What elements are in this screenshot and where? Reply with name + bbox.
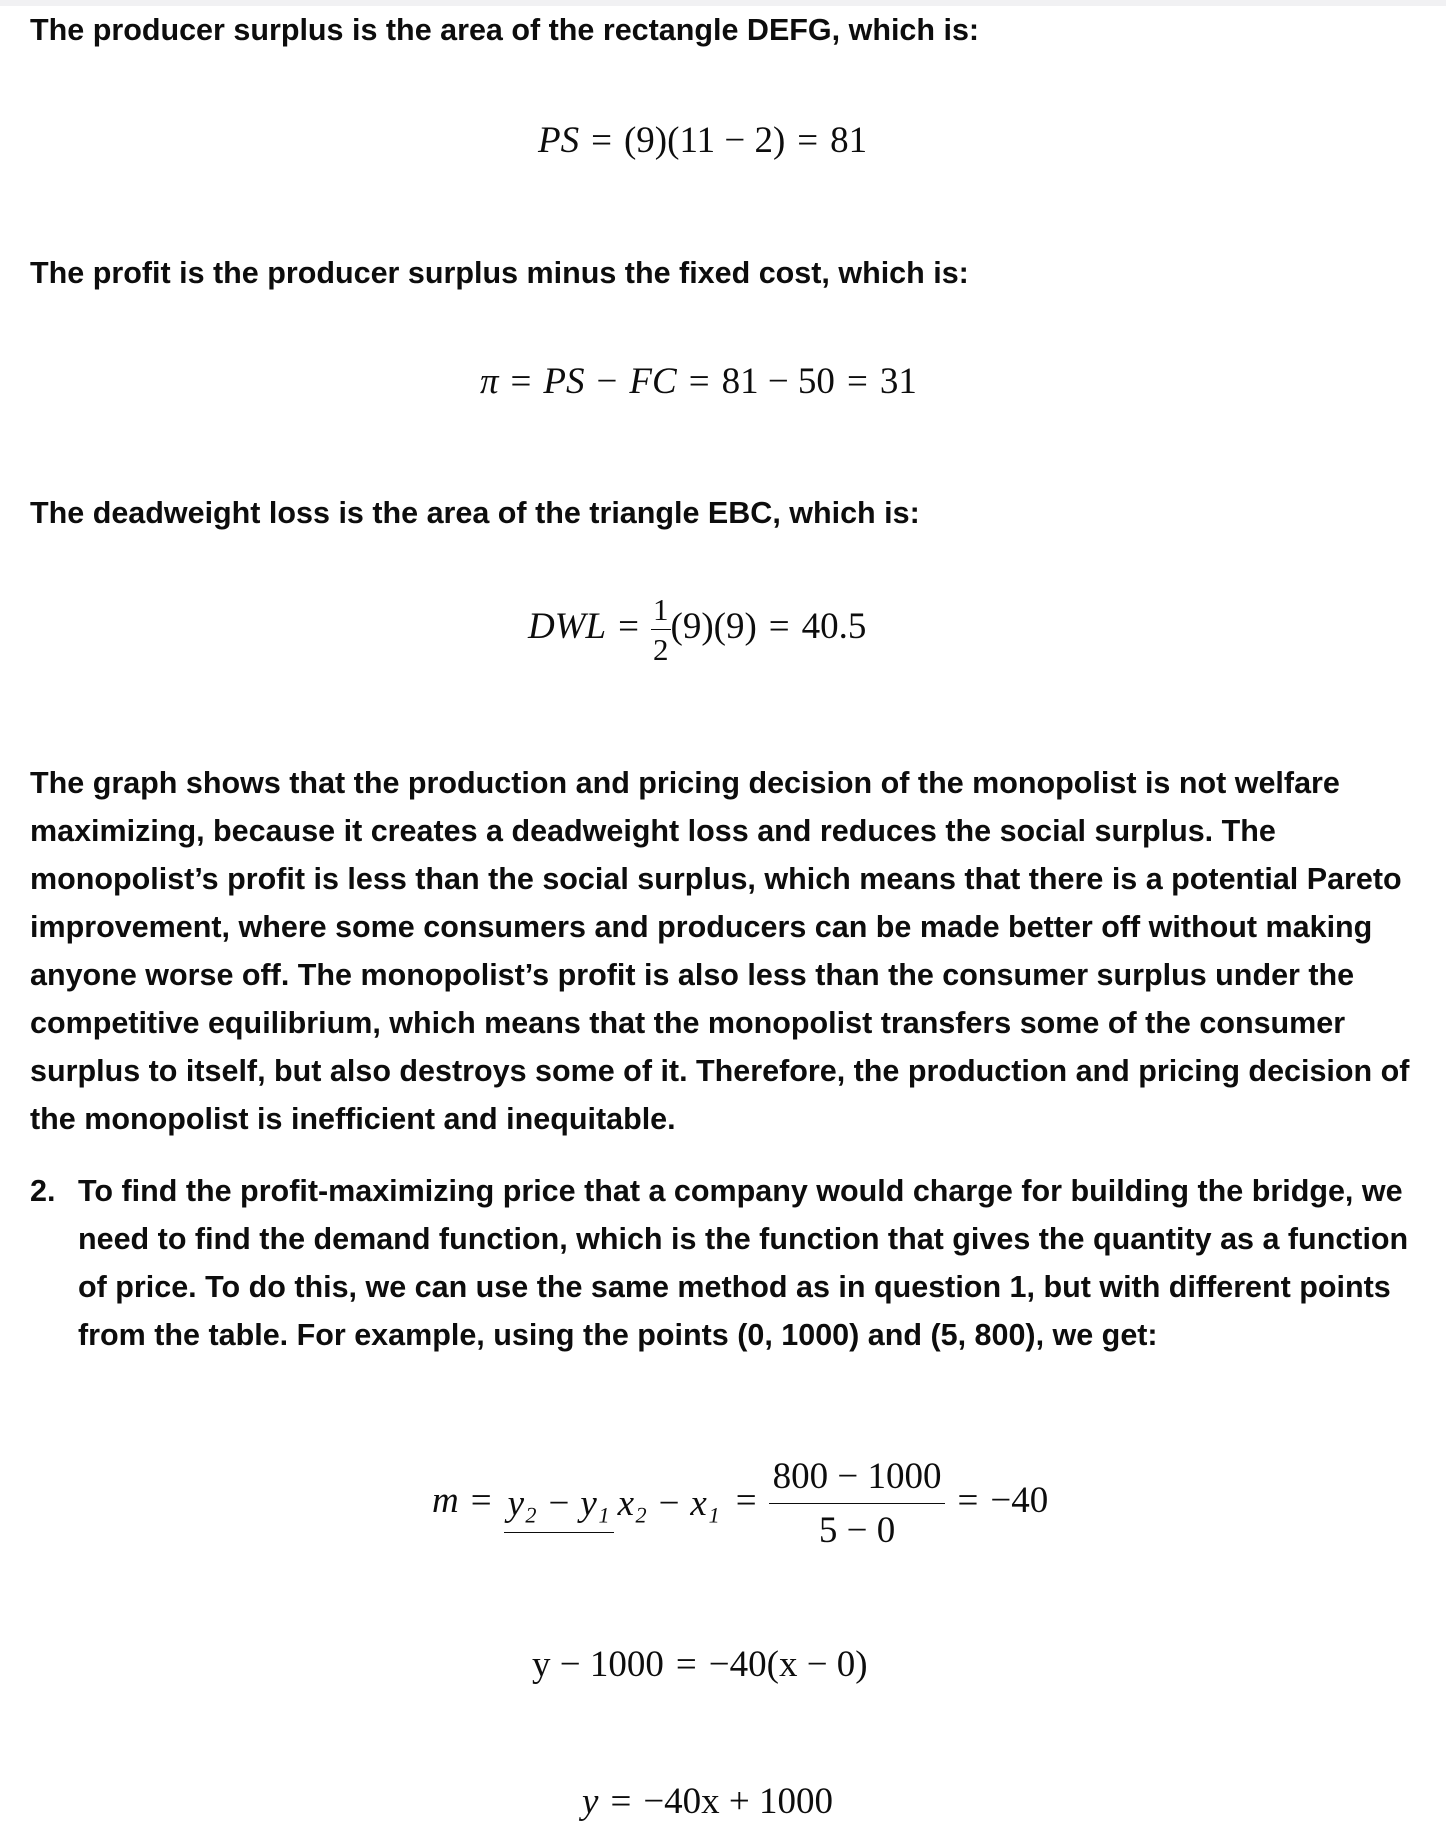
slope-formula-fraction (504, 1485, 724, 1522)
profit-result: 31 (879, 361, 917, 402)
line-rhs: −40x + 1000 (643, 1781, 834, 1822)
list-item-question-2 (30, 1167, 1426, 1359)
equation-producer-surplus (538, 122, 867, 159)
equals-sign: = (688, 361, 710, 402)
slope-result: −40 (990, 1479, 1049, 1521)
line-lhs: y (582, 1781, 599, 1822)
pi-symbol: π (480, 361, 499, 402)
point-slope-rhs: −40(x − 0) (708, 1644, 868, 1685)
fraction-denominator: 2 (653, 632, 669, 667)
ps-symbol: PS (543, 361, 585, 402)
slope-symbol: m (432, 1479, 459, 1521)
ps-symbol: PS (538, 120, 580, 161)
minus-sign: − (596, 361, 618, 402)
equation-point-slope (532, 1646, 868, 1683)
list-number: 2. (30, 1174, 56, 1208)
equals-sign: = (591, 120, 612, 161)
ps-expression: (9)(11 − 2) (623, 120, 786, 161)
list-item-text: To find the profit-maximizing price that a company would charge for building the bridge, we need to find the demand function, which is the function that gives the quantity as a function of price. To do this, we can use the same method as in question 1, but with different points from the table. For example, using the points (0, 1000) and (5, 800), we get: (78, 1174, 1409, 1352)
equals-sign: = (768, 605, 790, 647)
dwl-result: 40.5 (801, 605, 867, 647)
paragraph-deadweight-loss: The deadweight loss is the area of the triangle EBC, which is: (30, 496, 920, 530)
equation-profit (480, 363, 917, 400)
point-slope-lhs: y − 1000 (532, 1644, 664, 1685)
fraction-numerator: 1 (651, 594, 671, 630)
equals-sign: = (846, 361, 868, 402)
equation-line (582, 1783, 833, 1820)
equals-sign: = (618, 605, 639, 647)
equals-sign: = (510, 361, 532, 402)
paragraph-profit: The profit is the producer surplus minus the fixed cost, which is: (30, 256, 969, 290)
equals-sign: = (675, 1644, 697, 1685)
dwl-expression: (9)(9) (670, 605, 757, 647)
one-half-fraction (651, 594, 671, 665)
fraction-numerator: y₂ − y₁ (504, 1483, 614, 1533)
paragraph-producer-surplus: The producer surplus is the area of the rectangle DEFG, which is: (30, 13, 980, 47)
fc-symbol: FC (629, 361, 677, 402)
fraction-denominator: x₂ − x₁ (617, 1483, 720, 1524)
equals-sign: = (735, 1479, 757, 1521)
profit-calculation: 81 − 50 (721, 361, 835, 402)
slope-values-fraction (769, 1458, 946, 1549)
equals-sign: = (957, 1479, 979, 1521)
equals-sign: = (470, 1479, 492, 1521)
paragraph-welfare-analysis: The graph shows that the production and pricing decision of the monopolist is not welfare maximizing, because it creates a deadweight loss and reduces the social surplus. The monopolist’s profit is less than the social surplus, which means that there is a potential Pareto improvement, where some consumers and producers can be made better off without making anyone worse off. The monopolist’s profit is also less than the consumer surplus under the competitive equilibrium, which means that the monopolist transfers some of the consumer surplus to itself, but also destroys some of it. Therefore, the production and pricing decision of the monopolist is inefficient and inequitable. (30, 766, 1410, 1136)
fraction-denominator: 5 − 0 (818, 1510, 896, 1551)
equation-slope (432, 1458, 1048, 1549)
fraction-numerator: 800 − 1000 (769, 1458, 946, 1504)
dwl-symbol: DWL (528, 605, 607, 647)
equals-sign: = (797, 120, 819, 161)
equals-sign: = (610, 1781, 632, 1822)
equation-deadweight-loss (528, 594, 866, 665)
ps-result: 81 (830, 120, 868, 161)
